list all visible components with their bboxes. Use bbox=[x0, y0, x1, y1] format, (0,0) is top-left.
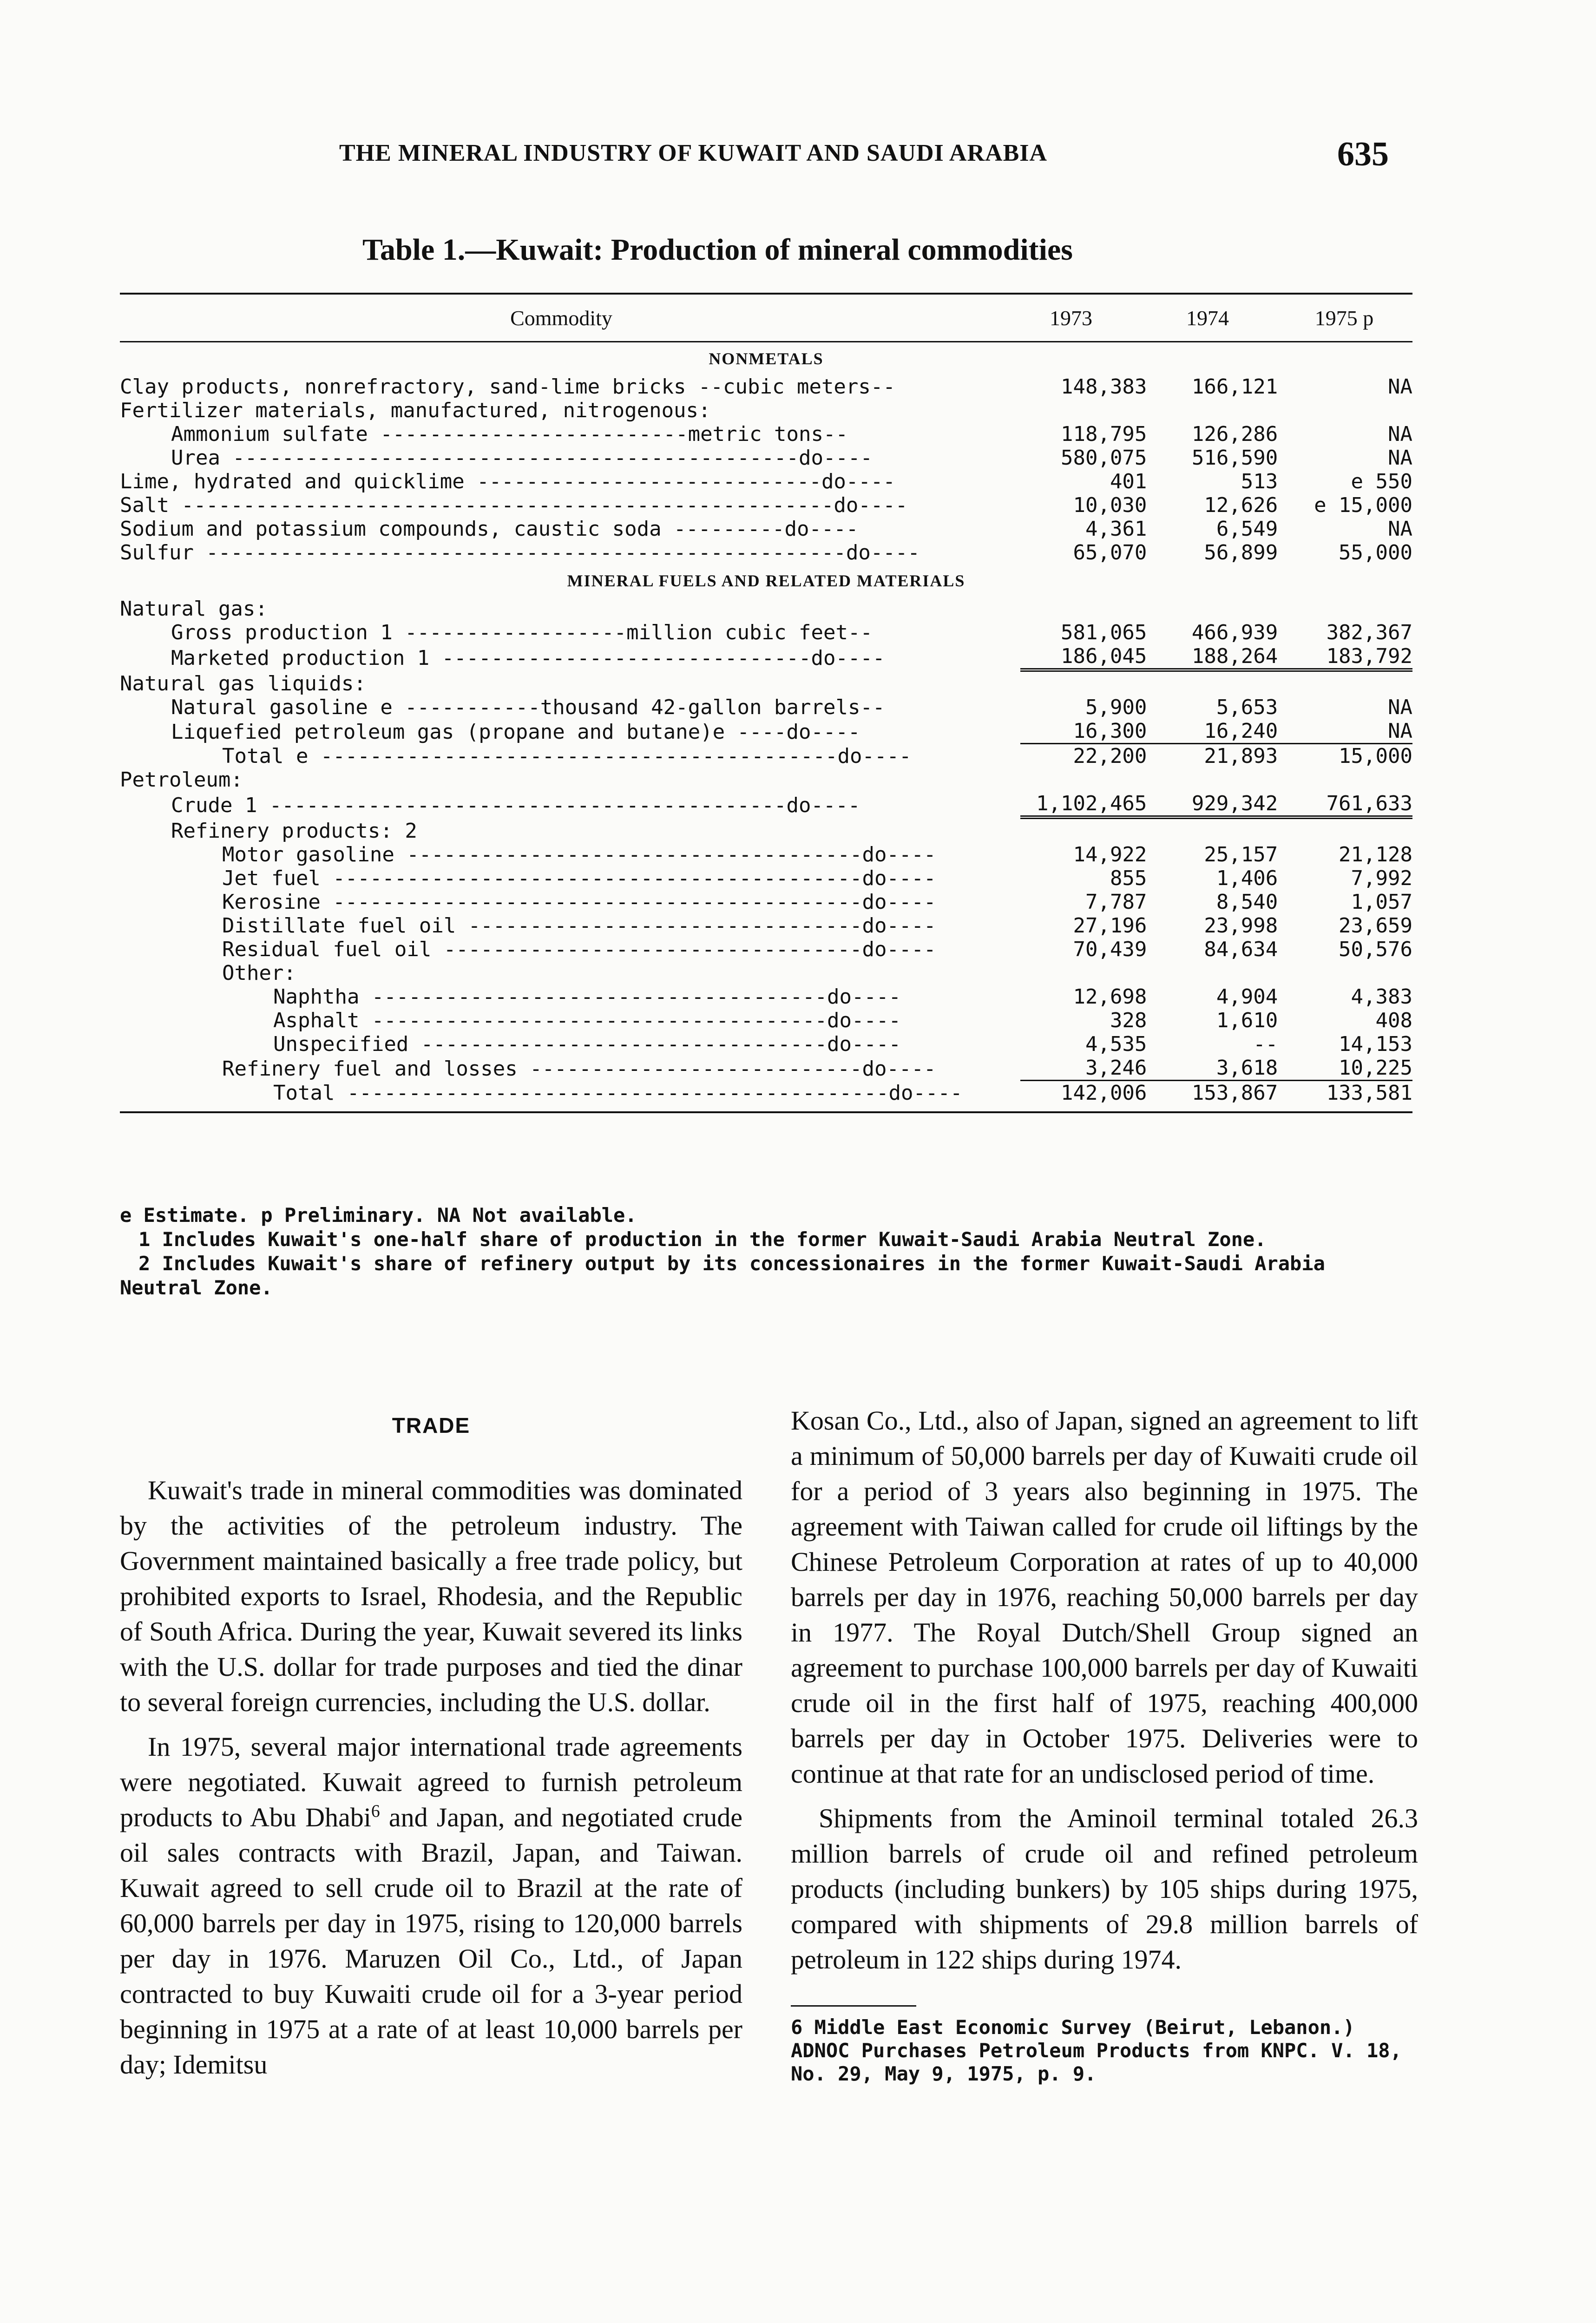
table-row bbox=[120, 817, 1412, 843]
row-value-1974: 8,540 bbox=[1216, 890, 1278, 914]
row-value-1973 bbox=[1020, 670, 1166, 696]
row-value-1973: 65,070 bbox=[1073, 541, 1147, 564]
row-value-1973: 401 bbox=[1110, 470, 1147, 493]
table-bottom-rule bbox=[120, 1111, 1412, 1113]
row-value-1973: 186,045 bbox=[1020, 644, 1166, 670]
row-value-1974 bbox=[1165, 817, 1296, 843]
table-row bbox=[120, 1081, 1412, 1105]
row-commodity: Urea ----------------------------------------------do---- bbox=[171, 446, 873, 470]
row-value-1973: 14,922 bbox=[1073, 843, 1147, 866]
paragraph-trade-2-part-a: In 1975, several major international trade agreements were negotiated. Kuwait agreed to furnish petroleum products to Abu Dhabi bbox=[120, 1732, 742, 1832]
table-row bbox=[120, 792, 1412, 817]
row-value-1975: 50,576 bbox=[1339, 938, 1412, 961]
table-row bbox=[120, 744, 1412, 768]
row-commodity: Lime, hydrated and quicklime ----------------------------do---- bbox=[120, 470, 895, 493]
row-value-1975: 133,581 bbox=[1326, 1081, 1412, 1105]
table-row bbox=[120, 866, 1412, 890]
page-header bbox=[0, 135, 1596, 181]
column-header-1974: 1974 bbox=[1186, 306, 1229, 330]
row-commodity: Unspecified ---------------------------------do---- bbox=[273, 1032, 901, 1056]
row-value-1975: 21,128 bbox=[1339, 843, 1412, 866]
footnote-ref-6: 6 bbox=[371, 1801, 380, 1821]
row-value-1974 bbox=[1165, 768, 1296, 792]
row-value-1973: 148,383 bbox=[1060, 375, 1147, 399]
row-value-1975: NA bbox=[1296, 719, 1412, 744]
row-commodity: Crude 1 ------------------------------------------do---- bbox=[171, 794, 860, 817]
table-row bbox=[120, 597, 1412, 621]
row-value-1974: 4,904 bbox=[1216, 985, 1278, 1009]
table-row bbox=[120, 375, 1412, 399]
row-value-1973 bbox=[1020, 768, 1166, 792]
table-row bbox=[120, 517, 1412, 541]
row-commodity: Total e ------------------------------------------do---- bbox=[222, 744, 912, 768]
row-value-1973 bbox=[1020, 597, 1166, 621]
table-row bbox=[120, 1056, 1412, 1081]
row-value-1973: 580,075 bbox=[1060, 446, 1147, 470]
row-value-1975: 183,792 bbox=[1296, 644, 1412, 670]
row-value-1975 bbox=[1296, 961, 1412, 985]
row-value-1975: 23,659 bbox=[1339, 914, 1412, 938]
table-section-heading bbox=[120, 342, 1412, 375]
table-row bbox=[120, 1009, 1412, 1032]
row-value-1974: 513 bbox=[1241, 470, 1278, 493]
row-value-1973: 142,006 bbox=[1060, 1081, 1147, 1105]
row-value-1975 bbox=[1296, 768, 1412, 792]
row-value-1973 bbox=[1020, 399, 1166, 422]
row-value-1975: 14,153 bbox=[1339, 1032, 1412, 1056]
row-commodity: Total --------------------------------------------do---- bbox=[273, 1081, 963, 1105]
row-value-1974: 25,157 bbox=[1204, 843, 1278, 866]
row-value-1975 bbox=[1296, 670, 1412, 696]
row-value-1974: 6,549 bbox=[1216, 517, 1278, 541]
section-label: MINERAL FUELS AND RELATED MATERIALS bbox=[567, 571, 965, 590]
row-value-1974: 126,286 bbox=[1191, 422, 1278, 446]
row-value-1973: 10,030 bbox=[1073, 493, 1147, 517]
table-row bbox=[120, 470, 1412, 493]
row-value-1973: 7,787 bbox=[1085, 890, 1147, 914]
row-value-1973 bbox=[1020, 961, 1166, 985]
table-row bbox=[120, 493, 1412, 517]
row-value-1974: 1,406 bbox=[1216, 866, 1278, 890]
row-value-1973: 581,065 bbox=[1060, 621, 1147, 644]
paragraph-trade-2-part-b: and Japan, and negotiated crude oil sales contracts with Brazil, Japan, and Taiwan. Kuwait agreed to sell crude oil to Brazil at the rate of 60,000 barrels per day in 1975, rising to 120,000 barrels per day in 1976. Maruzen Oil Co., Ltd., of Japan contracted to buy Kuwaiti crude oil for a 3-year period beginning in 1975 at a rate of at least 10,000 barrels per day; Idemitsu bbox=[120, 1802, 742, 2080]
row-value-1973 bbox=[1020, 817, 1166, 843]
row-value-1975: NA bbox=[1388, 696, 1412, 719]
row-commodity: Natural gasoline e -----------thousand 42-gallon barrels-- bbox=[171, 696, 885, 719]
footnote-2: 2 Includes Kuwait's share of refinery output by its concessionaires in the former Kuwait-Saudi Arabia Neutral Zone. bbox=[120, 1252, 1325, 1299]
row-commodity: Sulfur ----------------------------------------------------do---- bbox=[120, 541, 920, 564]
running-head: THE MINERAL INDUSTRY OF KUWAIT AND SAUDI ARABIA bbox=[339, 140, 1048, 166]
table-row bbox=[120, 985, 1412, 1009]
row-commodity: Liquefied petroleum gas (propane and butane)e ----do---- bbox=[171, 720, 860, 744]
row-value-1974: 56,899 bbox=[1204, 541, 1278, 564]
row-value-1975: NA bbox=[1388, 422, 1412, 446]
column-header-1975: 1975 p bbox=[1314, 306, 1374, 330]
footnote-1: 1 Includes Kuwait's one-half share of production in the former Kuwait-Saudi Arabia Neutral Zone. bbox=[138, 1228, 1267, 1251]
table-row bbox=[120, 1032, 1412, 1056]
row-commodity: Marketed production 1 ------------------------------do---- bbox=[171, 646, 885, 670]
row-commodity: Refinery products: 2 bbox=[171, 819, 417, 843]
row-value-1973: 855 bbox=[1110, 866, 1147, 890]
row-commodity: Sodium and potassium compounds, caustic soda ---------do---- bbox=[120, 517, 859, 541]
row-value-1974 bbox=[1165, 399, 1296, 422]
table-row bbox=[120, 399, 1412, 422]
notes-legend: e Estimate. p Preliminary. NA Not available. bbox=[120, 1204, 637, 1227]
text-column-left bbox=[120, 1408, 742, 2092]
row-value-1973: 5,900 bbox=[1085, 696, 1147, 719]
row-commodity: Other: bbox=[222, 961, 296, 985]
row-value-1973: 4,361 bbox=[1085, 517, 1147, 541]
row-commodity: Asphalt -------------------------------------do---- bbox=[273, 1009, 901, 1032]
row-value-1974: 5,653 bbox=[1216, 696, 1278, 719]
row-value-1974 bbox=[1165, 597, 1296, 621]
table-row bbox=[120, 961, 1412, 985]
text-column-right bbox=[791, 1403, 1418, 2086]
row-value-1974: 188,264 bbox=[1165, 644, 1296, 670]
table-row bbox=[120, 938, 1412, 961]
row-value-1973: 118,795 bbox=[1060, 422, 1147, 446]
row-value-1973: 1,102,465 bbox=[1020, 792, 1166, 817]
table-body bbox=[120, 342, 1412, 1105]
row-value-1975: 10,225 bbox=[1296, 1056, 1412, 1081]
row-value-1975: 7,992 bbox=[1351, 866, 1412, 890]
row-value-1975: e 550 bbox=[1351, 470, 1412, 493]
row-value-1975: 55,000 bbox=[1339, 541, 1412, 564]
paragraph-trade-3: Shipments from the Aminoil terminal totaled 26.3 million barrels of crude oil and refined petroleum products (including bunkers) by 105 ships during 1975, compared with shipments of 29.8 million barrels of petroleum in 122 ships during 1974. bbox=[791, 1803, 1418, 1975]
row-value-1974 bbox=[1165, 670, 1296, 696]
row-commodity: Natural gas liquids: bbox=[120, 672, 366, 696]
table-row bbox=[120, 890, 1412, 914]
table-row bbox=[120, 422, 1412, 446]
row-value-1973: 3,246 bbox=[1020, 1056, 1166, 1081]
row-value-1974: 166,121 bbox=[1191, 375, 1278, 399]
table-section-heading bbox=[120, 564, 1412, 597]
table-row bbox=[120, 768, 1412, 792]
row-value-1974: 3,618 bbox=[1165, 1056, 1296, 1081]
row-value-1975: NA bbox=[1388, 446, 1412, 470]
table-row bbox=[120, 446, 1412, 470]
row-value-1974: 466,939 bbox=[1191, 621, 1278, 644]
row-value-1975: 1,057 bbox=[1351, 890, 1412, 914]
row-value-1973: 70,439 bbox=[1073, 938, 1147, 961]
table-title: Table 1.—Kuwait: Production of mineral commodities bbox=[362, 233, 1073, 267]
footnote-rule bbox=[791, 2005, 916, 2007]
row-commodity: Distillate fuel oil --------------------------------do---- bbox=[222, 914, 936, 938]
row-value-1974: 153,867 bbox=[1191, 1081, 1278, 1105]
row-commodity: Refinery fuel and losses ---------------------------do---- bbox=[222, 1057, 936, 1081]
row-commodity: Naphtha -------------------------------------do---- bbox=[273, 985, 901, 1009]
column-header-commodity: Commodity bbox=[510, 306, 612, 330]
row-commodity: Gross production 1 ------------------million cubic feet-- bbox=[171, 621, 873, 644]
row-commodity: Natural gas: bbox=[120, 597, 268, 621]
row-commodity: Fertilizer materials, manufactured, nitrogenous: bbox=[120, 399, 711, 422]
row-commodity: Clay products, nonrefractory, sand-lime bricks --cubic meters-- bbox=[120, 375, 895, 399]
row-value-1975 bbox=[1296, 399, 1412, 422]
table-row bbox=[120, 621, 1412, 644]
row-value-1975: 4,383 bbox=[1351, 985, 1412, 1009]
table-row bbox=[120, 670, 1412, 696]
section-heading-trade: TRADE bbox=[392, 1413, 471, 1437]
row-value-1974: 23,998 bbox=[1204, 914, 1278, 938]
row-value-1973: 22,200 bbox=[1073, 744, 1147, 768]
table-row bbox=[120, 644, 1412, 670]
row-commodity: Petroleum: bbox=[120, 768, 243, 792]
row-value-1974: 16,240 bbox=[1165, 719, 1296, 744]
production-table bbox=[120, 293, 1412, 1113]
row-value-1974: 1,610 bbox=[1216, 1009, 1278, 1032]
row-value-1975: e 15,000 bbox=[1314, 493, 1412, 517]
table-row bbox=[120, 914, 1412, 938]
row-value-1975: 15,000 bbox=[1339, 744, 1412, 768]
paragraph-trade-2-continued: Kosan Co., Ltd., also of Japan, signed an agreement to lift a minimum of 50,000 barrels per day of Kuwaiti crude oil for a period of 3 years also beginning in 1975. The agreement with Taiwan called for crude oil liftings by the Chinese Petroleum Corporation at rates of up to 40,000 barrels per day in 1976, reaching 50,000 barrels per day in 1977. The Royal Dutch/Shell Group signed an agreement to purchase 100,000 barrels per day of Kuwaiti crude oil in the first half of 1975, reaching 400,000 barrels per day in October 1975. Deliveries were to continue at that rate for an undisclosed period of time. bbox=[791, 1405, 1418, 1789]
row-value-1975: NA bbox=[1388, 375, 1412, 399]
table-column-headers bbox=[120, 295, 1412, 341]
row-commodity: Kerosine -------------------------------------------do---- bbox=[222, 890, 936, 914]
row-commodity: Motor gasoline -------------------------------------do---- bbox=[222, 843, 936, 866]
row-value-1975: 408 bbox=[1375, 1009, 1412, 1032]
row-value-1973: 27,196 bbox=[1073, 914, 1147, 938]
column-header-1973: 1973 bbox=[1050, 306, 1092, 330]
row-value-1973: 328 bbox=[1110, 1009, 1147, 1032]
row-value-1974: -- bbox=[1253, 1032, 1278, 1056]
row-value-1975 bbox=[1296, 597, 1412, 621]
row-commodity: Ammonium sulfate -------------------------metric tons-- bbox=[171, 422, 848, 446]
row-value-1974: 84,634 bbox=[1204, 938, 1278, 961]
row-value-1975 bbox=[1296, 817, 1412, 843]
table-row bbox=[120, 719, 1412, 744]
row-value-1974: 21,893 bbox=[1204, 744, 1278, 768]
page-number: 635 bbox=[1337, 135, 1389, 173]
row-value-1975: 761,633 bbox=[1296, 792, 1412, 817]
row-value-1973: 4,535 bbox=[1085, 1032, 1147, 1056]
row-value-1974 bbox=[1165, 961, 1296, 985]
row-commodity: Residual fuel oil ----------------------------------do---- bbox=[222, 938, 936, 961]
row-value-1975: 382,367 bbox=[1326, 621, 1412, 644]
section-label: NONMETALS bbox=[709, 349, 824, 368]
row-value-1973: 12,698 bbox=[1073, 985, 1147, 1009]
row-value-1974: 929,342 bbox=[1165, 792, 1296, 817]
row-value-1975: NA bbox=[1388, 517, 1412, 541]
row-value-1974: 12,626 bbox=[1204, 493, 1278, 517]
row-commodity: Salt -----------------------------------------------------do---- bbox=[120, 493, 908, 517]
row-value-1974: 516,590 bbox=[1191, 446, 1278, 470]
footnote-6: 6 Middle East Economic Survey (Beirut, Lebanon.) ADNOC Purchases Petroleum Products from KNPC. V. 18, No. 29, May 9, 1975, p. 9. bbox=[791, 2016, 1402, 2085]
table-row bbox=[120, 843, 1412, 866]
row-commodity: Jet fuel -------------------------------------------do---- bbox=[222, 866, 936, 890]
paragraph-trade-1: Kuwait's trade in mineral commodities was dominated by the activities of the petroleum industry. The Government maintained basically a free trade policy, but prohibited exports to Israel, Rhodesia, and the Republic of South Africa. During the year, Kuwait severed its links with the U.S. dollar for trade purposes and tied the dinar to several foreign currencies, including the U.S. dollar. bbox=[120, 1475, 742, 1717]
table-row bbox=[120, 696, 1412, 719]
paragraph-trade-2 bbox=[120, 1729, 742, 2082]
table-notes bbox=[120, 1203, 1412, 1300]
table-row bbox=[120, 541, 1412, 564]
row-value-1973: 16,300 bbox=[1020, 719, 1166, 744]
